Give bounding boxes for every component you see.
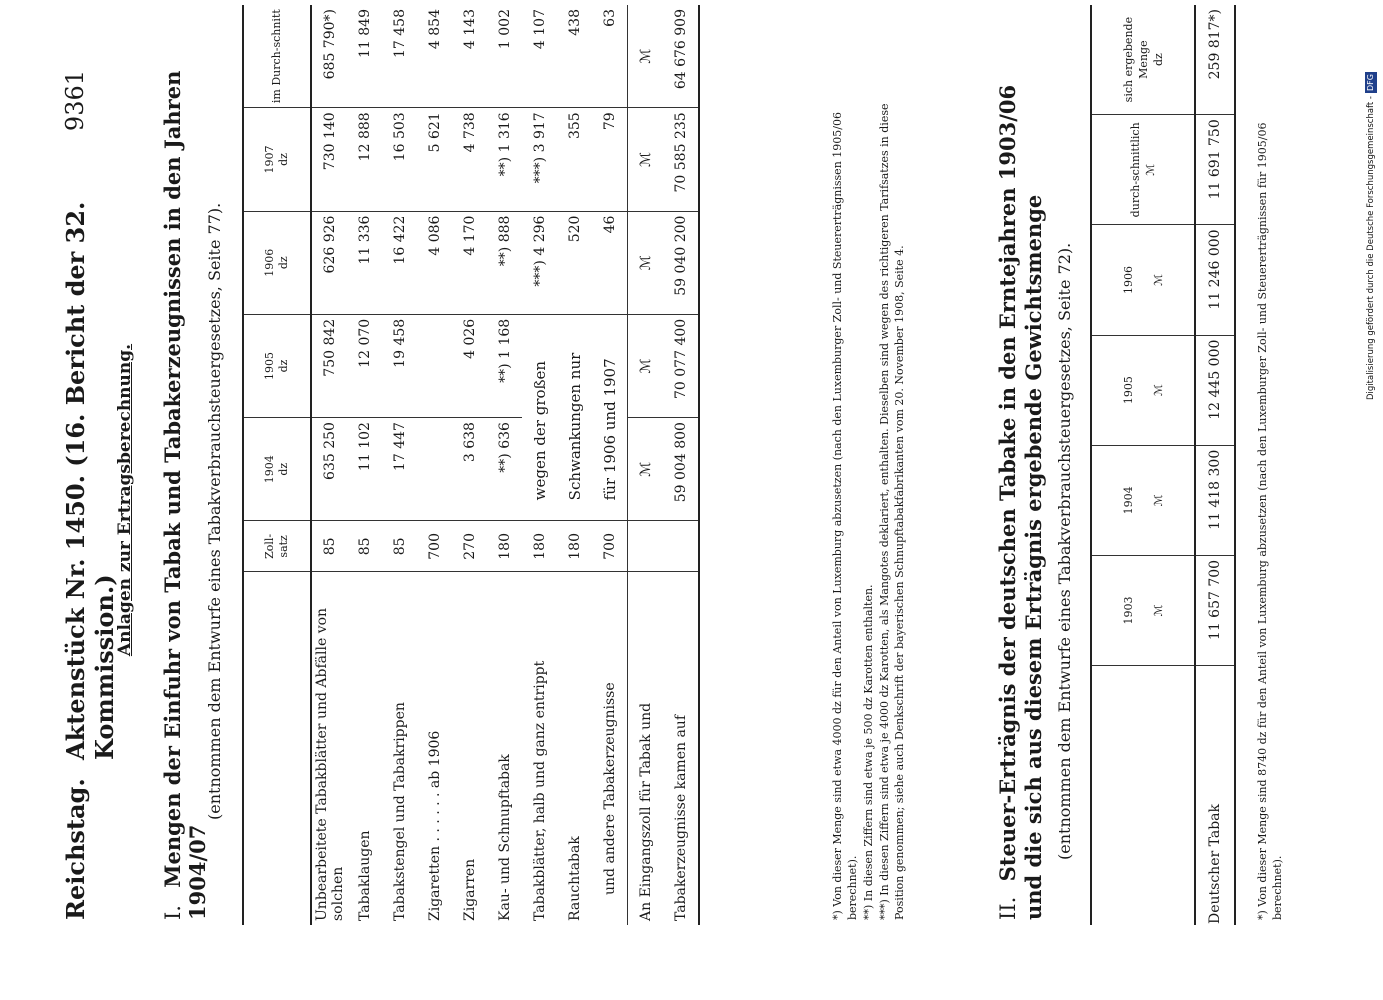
- table-row: Tabakblätter, halb und ganz entrippt 180 wegen der großen ***) 4 296 ***) 3 917 4 107: [522, 5, 557, 925]
- description-header: [243, 572, 311, 925]
- col-1904: 1904 ℳ: [1091, 445, 1195, 555]
- dfg-sidebar: [1362, 8, 1380, 400]
- currency-row: An Eingangszoll für Tabak und ℳ ℳ ℳ ℳ ℳ: [628, 5, 664, 925]
- col-1906: 1906 dz: [243, 211, 311, 314]
- table-row: Unbearbeitete Tabakblätter und Abfälle von solchen 85 635 250 750 842 626 926 730 140 685 790*): [311, 5, 347, 925]
- table-row: Zigarren 270 3 638 4 026 4 170 4 738 4 143: [452, 5, 487, 925]
- appendix-title: Anlagen zur Ertragsberechnung.: [115, 343, 135, 657]
- header-center: Aktenstück Nr. 1450. (16. Bericht der 32. Kommission.): [61, 201, 119, 760]
- col-1903: 1903 ℳ: [1091, 555, 1195, 665]
- page-number: 9361: [61, 70, 89, 132]
- col-1904: 1904 dz: [243, 418, 311, 521]
- footnote: **) In diesen Ziffern sind etwa je 500 dz Karotten enthalten.: [862, 584, 875, 920]
- table-row: Kau- und Schnupftabak 180 **) 636 **) 1 168 **) 888 **) 1 316 1 002: [487, 5, 522, 925]
- section2-title: Steuer-Erträgnis der deutschen Tabake in den Erntejahren 1903/06 und die sich aus diesem Erträgnis ergebende Gewichtsmenge: [995, 84, 1046, 920]
- table-row: und andere Tabakerzeugnisse 700 für 1906 und 1907 46 79 63: [592, 5, 628, 925]
- page-header: [55, 70, 119, 920]
- col-zollsatz: Zoll-satz: [243, 521, 311, 572]
- table-header-row: [1091, 5, 1195, 925]
- section2-subtitle: (entnommen dem Entwurfe eines Tabakverbrauchsteuergesetzes, Seite 72).: [1055, 242, 1074, 860]
- section2-heading: [995, 40, 1047, 920]
- table-row: Tabaklaugen 85 11 102 12 070 11 336 12 888 11 849: [347, 5, 382, 925]
- footnote: ***) In diesen Ziffern sind etwa je 4000 dz Karotten, als Mangotes deklariert, enthalten. Dieselben sind wegen des richtigeren Tarifsatzes in diese Position genommen; siehe auch Denkschrift der bayerischen Schnupftabakfabrikanten vom 20. November 1908, Seite 4.: [878, 103, 906, 920]
- col-average: im Durch-schnitt: [243, 5, 311, 108]
- table-row: Deutscher Tabak 11 657 700 11 418 300 12 445 000 11 246 000 11 691 750 259 817*): [1195, 5, 1235, 925]
- col-1905: 1905 dz: [243, 314, 311, 417]
- table-header-row: [243, 5, 311, 925]
- col-average: durch-schnittlich ℳ: [1091, 115, 1195, 225]
- table-row: Tabakstengel und Tabakrippen 85 17 447 19 458 16 422 16 503 17 458: [382, 5, 417, 925]
- section1-number: I.: [161, 905, 185, 920]
- col-weight: sich ergebende Menge dz: [1091, 5, 1195, 115]
- dfg-logo: DFG: [1366, 74, 1375, 92]
- dfg-credit-text: Digitalisierung gefördert durch die Deutsche Forschungsgemeinschaft -: [1366, 96, 1376, 400]
- col-1905: 1905 ℳ: [1091, 335, 1195, 445]
- footnote: *) Von dieser Menge sind etwa 4000 dz für den Anteil von Luxemburg abzusetzen (nach den Luxemburger Zoll- und Steuererträgnissen 1905/06 berechnet).: [831, 112, 859, 920]
- section1-subtitle: (entnommen dem Entwurfe eines Tabakverbrauchsteuergesetzes, Seite 77).: [205, 202, 224, 820]
- footnote-section2: *) Von dieser Menge sind 8740 dz für den Anteil von Luxemburg abzusetzen (nach den Luxemburger Zoll- und Steuererträgnissen für 1905/06 berechnet).: [1256, 122, 1284, 920]
- totals-row: Tabakerzeugnisse kamen auf 59 004 800 70 077 400 59 040 200 70 585 235 64 676 909: [663, 5, 699, 925]
- description-header: [1091, 666, 1195, 925]
- footnotes-section1: [830, 60, 908, 920]
- table-row: Zigaretten . . . . . . ab 1906 700 4 086 5 621 4 854: [417, 5, 452, 925]
- section2-number: II.: [996, 896, 1020, 920]
- col-1907: 1907 dz: [243, 108, 311, 211]
- import-table: [242, 5, 700, 925]
- table-row: Rauchtabak 180 Schwankungen nur 520 355 438: [557, 5, 592, 925]
- section1-title: Mengen der Einfuhr von Tabak und Tabakerzeugnissen in den Jahren 1904/07: [160, 70, 210, 920]
- tax-revenue-table: [1090, 5, 1236, 925]
- header-left: Reichstag.: [61, 778, 90, 920]
- section1-heading: [160, 40, 210, 920]
- col-1906: 1906 ℳ: [1091, 225, 1195, 335]
